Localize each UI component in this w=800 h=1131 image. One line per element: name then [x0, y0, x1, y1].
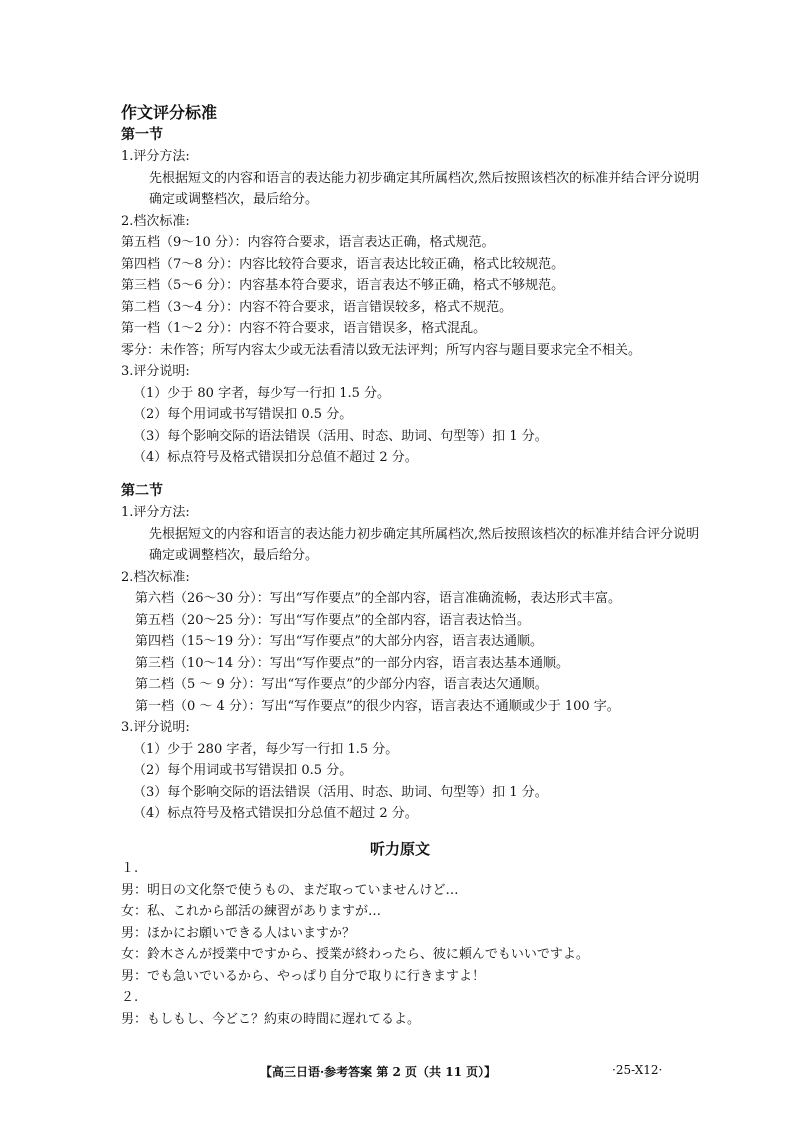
section-1-level: 第二档（3～4 分）：内容不符合要求，语言错误较多，格式不规范。 [121, 299, 513, 315]
section-2-heading: 第二节 [121, 483, 163, 499]
section-1-zero-score: 零分：未作答；所写内容太少或无法看清以致无法评判；所写内容与题目要求完全不相关。 [121, 342, 642, 358]
section-1-level: 第四档（7～8 分）：内容比较符合要求，语言表达比较正确，格式比较规范。 [121, 256, 565, 272]
section-1-note: （2）每个用词或书写错误扣 0.5 分。 [133, 407, 353, 422]
section-1-level: 第一档（1～2 分）：内容不符合要求，语言错误多，格式混乱。 [121, 321, 487, 336]
section-2-level: 第六档（26～30 分）：写出“写作要点”的全部内容，语言准确流畅，表达形式丰富。 [135, 591, 622, 606]
section-1-method-label: 1.评分方法: [121, 149, 190, 164]
dialogue-line: 男：もしもし、今どこ？約束の時間に遅れてるよ。 [121, 1011, 421, 1027]
section-1 [121, 124, 700, 469]
section-2-level: 第五档（20～25 分）：写出“写作要点”的全部内容，语言表达恰当。 [135, 612, 531, 628]
section-2-note: （4）标点符号及格式错误扣分总值不超过 2 分。 [133, 806, 418, 821]
section-2-level: 第二档（5 ～ 9 分）：写出“写作要点”的少部分内容，语言表达欠通顺。 [135, 677, 548, 692]
listening-item-number: １. [121, 861, 139, 876]
page-title: 作文评分标准 [121, 103, 218, 122]
section-2-method-text: 先根据短文的内容和语言的表达能力初步确定其所属档次,然后按照该档次的标准并结合评分说明确定或调整档次，最后给分。 [149, 526, 700, 563]
section-1-level: 第五档（9～10 分）：内容符合要求，语言表达正确，格式规范。 [121, 235, 495, 250]
footer-code: ·25-X12· [612, 1063, 663, 1077]
dialogue-line: 男：ほかにお願いできる人はいますか？ [121, 925, 356, 941]
section-1-note: （4）标点符号及格式错误扣分总值不超过 2 分。 [133, 450, 418, 465]
listening-transcript [121, 858, 700, 1030]
listening-title: 听力原文 [369, 840, 430, 858]
section-2-levels-label: 2.档次标准: [121, 569, 190, 585]
section-2-note: （2）每个用词或书写错误扣 0.5 分。 [133, 763, 353, 778]
section-1-heading: 第一节 [121, 127, 163, 143]
section-1-method-text: 先根据短文的内容和语言的表达能力初步确定其所属档次,然后按照该档次的标准并结合评分说明确定或调整档次，最后给分。 [149, 170, 700, 207]
section-1-note: （1）少于 80 字者，每少写一行扣 1.5 分。 [133, 385, 391, 401]
section-2-method-label: 1.评分方法: [121, 505, 190, 520]
section-1-levels-label: 2.档次标准: [121, 213, 190, 229]
dialogue-line: 女：鈴木さんが授業中ですから、授業が終わったら、彼に頼んでもいいですよ。 [121, 947, 589, 962]
section-2-level: 第四档（15～19 分）：写出“写作要点”的大部分内容，语言表达通顺。 [135, 634, 544, 649]
section-2-note: （1）少于 280 字者，每少写一行扣 1.5 分。 [133, 741, 399, 757]
listening-item-number: ２. [121, 990, 139, 1005]
footer-page-info: 【高三日语·参考答案 第 2 页（共 11 页）】 [260, 1065, 497, 1079]
dialogue-line: 男：でも急いでいるから、やっぱり自分で取りに行きますよ！ [121, 968, 486, 984]
section-2-note: （3）每个影响交际的语法错误（活用、时态、助词、句型等）扣 1 分。 [133, 784, 548, 800]
section-1-note: （3）每个影响交际的语法错误（活用、时态、助词、句型等）扣 1 分。 [133, 428, 548, 444]
section-2-notes-label: 3.评分说明: [121, 720, 190, 735]
dialogue-line: 女：私、これから部活の練習がありますが… [121, 904, 382, 919]
section-1-notes-label: 3.评分说明: [121, 364, 190, 379]
section-1-level: 第三档（5～6 分）：内容基本符合要求，语言表达不够正确，格式不够规范。 [121, 278, 565, 293]
section-2-level: 第三档（10～14 分）：写出“写作要点”的一部分内容，语言表达基本通顺。 [135, 655, 570, 671]
section-2-level: 第一档（0 ～ 4 分）：写出“写作要点”的很少内容，语言表达不通顺或少于 100 字。 [135, 698, 620, 714]
dialogue-line: 男：明日の文化祭で使うもの、まだ取っていませんけど… [121, 882, 459, 898]
section-2 [121, 480, 700, 825]
